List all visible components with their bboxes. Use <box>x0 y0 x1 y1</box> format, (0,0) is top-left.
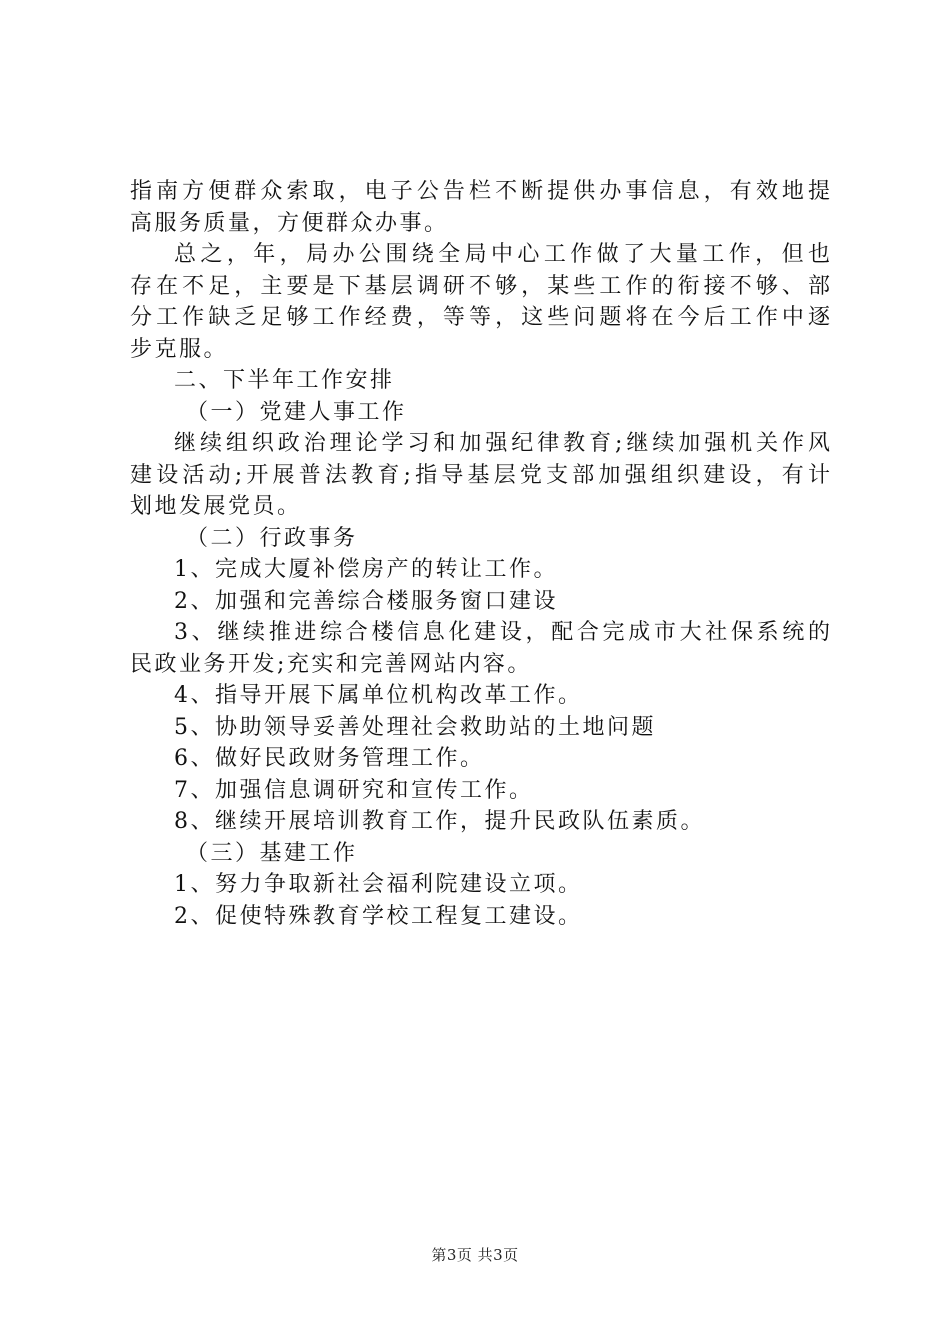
list-item: 7、加强信息调研究和宣传工作。 <box>174 777 534 803</box>
list-item: 3、继续推进综合楼信息化建设，配合完成市大社保系统的 <box>174 620 830 645</box>
paragraph-line: 建设活动;开展普法教育;指导基层党支部加强组织建设，有计 <box>130 462 830 488</box>
paragraph-line: 指南方便群众索取，电子公告栏不断提供办事信息，有效地提 <box>130 179 830 204</box>
list-item: 2、加强和完善综合楼服务窗口建设 <box>174 588 558 614</box>
list-item: 5、协助领导妥善处理社会救助站的土地问题 <box>174 714 656 740</box>
paragraph-line: 高服务质量，方便群众办事。 <box>130 210 449 236</box>
paragraph-line: 划地发展党员。 <box>130 494 302 519</box>
list-item: 4、指导开展下属单位机构改革工作。 <box>174 683 583 708</box>
paragraph-line: 存在不足，主要是下基层调研不够，某些工作的衔接不够、部 <box>130 273 830 299</box>
list-item: 1、努力争取新社会福利院建设立项。 <box>174 872 583 897</box>
page-number-footer: 第3页 共3页 <box>431 1246 519 1264</box>
list-item: 8、继续开展培训教育工作，提升民政队伍素质。 <box>174 809 705 834</box>
list-item: 6、做好民政财务管理工作。 <box>174 746 485 771</box>
paragraph-line: 总之，年，局办公围绕全局中心工作做了大量工作，但也 <box>174 242 830 267</box>
document-body <box>130 176 830 932</box>
paragraph-line: 分工作缺乏足够工作经费，等等，这些问题将在今后工作中逐 <box>130 305 830 330</box>
subsection-heading: （一）党建人事工作 <box>186 399 407 425</box>
paragraph-line: 继续组织政治理论学习和加强纪律教育;继续加强机关作风 <box>174 431 830 456</box>
subsection-heading: （三）基建工作 <box>186 840 358 866</box>
subsection-heading: （二）行政事务 <box>186 525 358 551</box>
list-item: 1、完成大厦补偿房产的转让工作。 <box>174 557 558 582</box>
list-item-continuation: 民政业务开发;充实和完善网站内容。 <box>130 651 532 677</box>
section-heading: 二、下半年工作安排 <box>174 368 395 393</box>
list-item: 2、促使特殊教育学校工程复工建设。 <box>174 903 583 929</box>
paragraph-line: 步克服。 <box>130 336 229 362</box>
